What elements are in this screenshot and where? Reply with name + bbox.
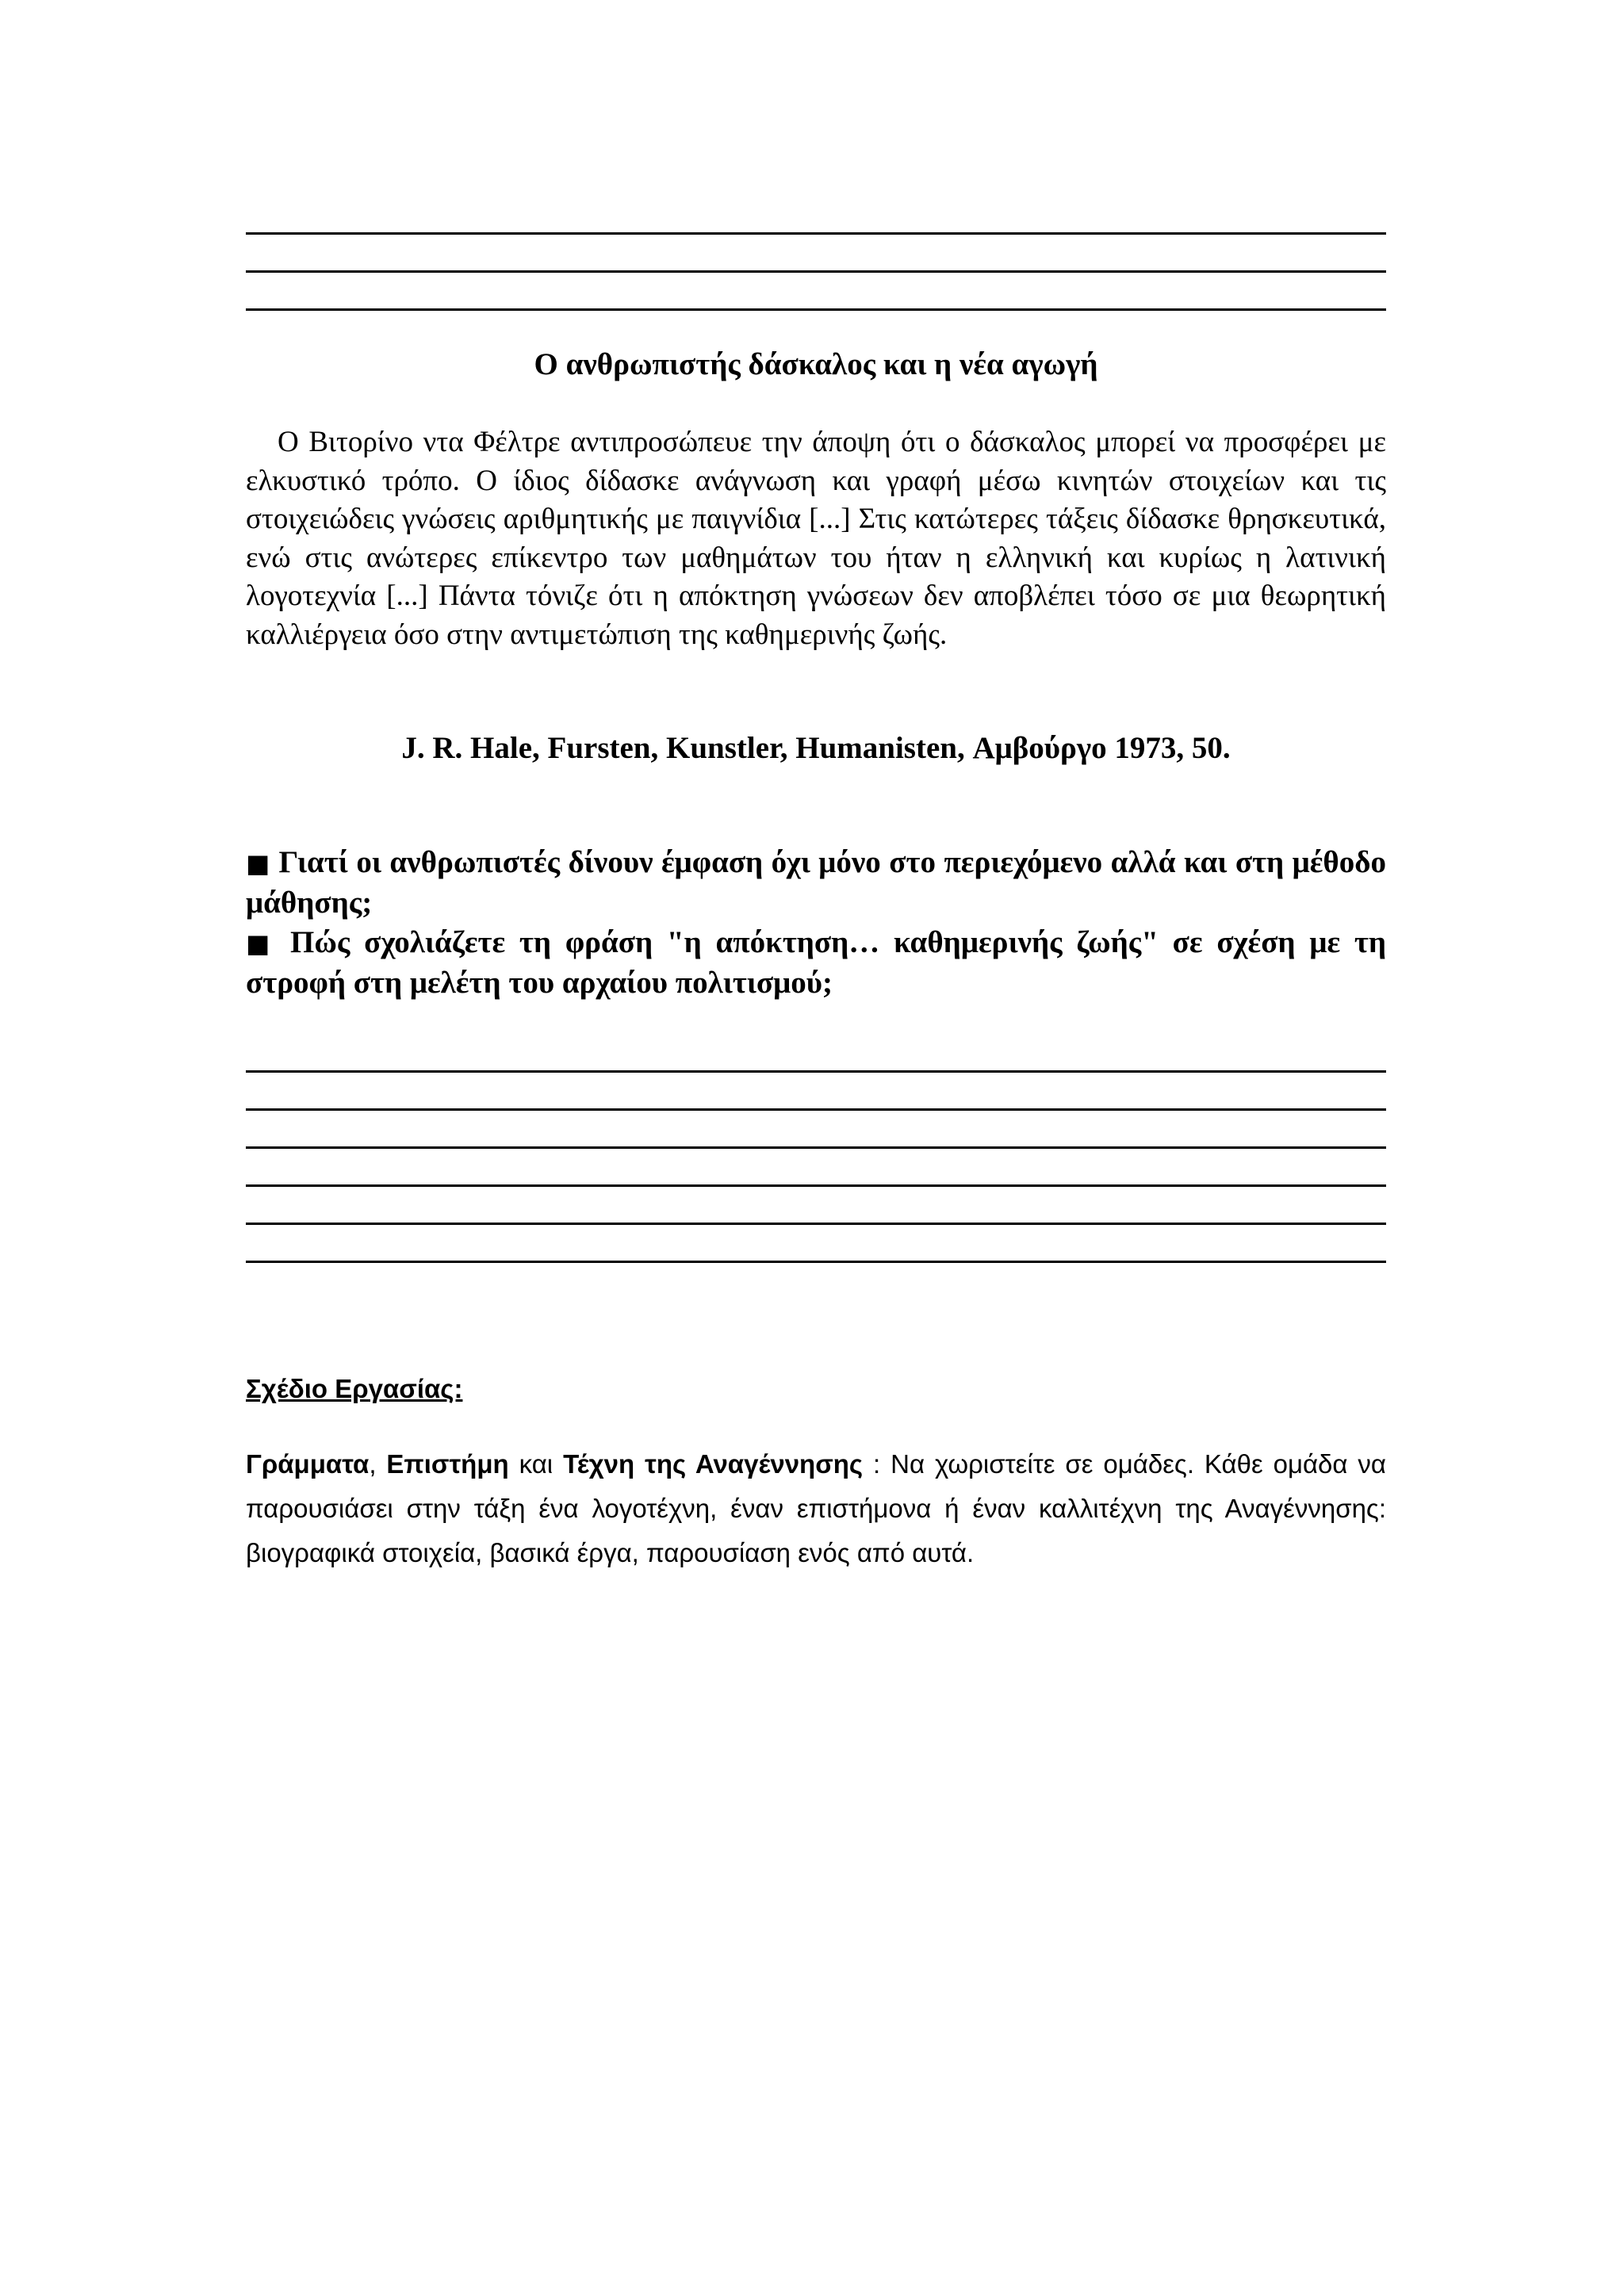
answer-line <box>246 232 1386 235</box>
bullet-icon: ■ <box>246 928 277 959</box>
source-quote: Ο Βιτορίνο ντα Φέλτρε αντιπροσώπευε την άποψη ότι ο δάσκαλος μπορεί να προσφέρει με ελκυστικό τρόπο. Ο ίδιος δίδασκε ανάγνωση και γραφή μέσω κινητών στοιχείων και τις στοιχειώδεις γνώσεις αριθμητικής με παιγνίδια [...] Στις κατώτερες τάξεις δίδασκε θρησκευτικά, ενώ στις ανώτερες επίκεντρο των μαθημάτων του ήταν η ελληνική και κυρίως η λατινική λογοτεχνία [...] Πάντα τόνιζε ότι η απόκτηση γνώσεων δεν αποβλέπει τόσο σε μια θεωρητική καλλιέργεια όσο στην αντιμετώπιση της καθημερινής ζωής. <box>246 426 1386 651</box>
answer-line <box>246 1261 1386 1263</box>
question-1 <box>246 843 1386 923</box>
section-title: Ο ανθρωπιστής δάσκαλος και η νέα αγωγή <box>534 347 1098 381</box>
source-citation: J. R. Hale, Fursten, Kunstler, Humanisten, Αμβούργο 1973, 50. <box>401 731 1231 765</box>
bullet-icon: ■ <box>246 848 270 878</box>
project-term-science: Επιστήμη <box>386 1449 509 1479</box>
project-heading: Σχέδιο Εργασίας: <box>246 1374 463 1403</box>
answer-line <box>246 1108 1386 1111</box>
question-2 <box>246 923 1386 1003</box>
question-1-text: Γιατί οι ανθρωπιστές δίνουν έμφαση όχι μόνο στο περιεχόμενο αλλά και στη μέθοδο μάθησης; <box>246 845 1387 920</box>
project-term-art: Τέχνη της Αναγέννησης <box>563 1449 864 1479</box>
project-description: Γράμματα, Επιστήμη και Τέχνη της Αναγέννησης : Να χωριστείτε σε ομάδες. Κάθε ομάδα να παρουσιάσει στην τάξη ένα λογοτέχνη, έναν επιστήμονα ή έναν καλλιτέχνη της Αναγέννησης: βιογραφικά στοιχεία, βασικά έργα, παρουσίαση ενός από αυτά. <box>246 1449 1387 1567</box>
answer-line <box>246 308 1386 311</box>
project-instructions: : Να χωριστείτε σε ομάδες. Κάθε ομάδα να παρουσιάσει στην τάξη ένα λογοτέχνη, έναν επιστήμονα ή έναν καλλιτέχνη της Αναγέννησης: βιογραφικά στοιχεία, βασικά έργα, παρουσίαση ενός από αυτά. <box>246 1449 1387 1567</box>
answer-line <box>246 1223 1386 1225</box>
questions-block <box>246 843 1386 1003</box>
answer-line <box>246 1184 1386 1187</box>
project-term-letters: Γράμματα <box>246 1449 370 1479</box>
answer-line <box>246 270 1386 273</box>
question-2-text: Πώς σχολιάζετε τη φράση "η απόκτηση… καθημερινής ζωής" σε σχέση με τη στροφή στη μελέτη του αρχαίου πολιτισμού; <box>246 925 1387 1000</box>
answer-line <box>246 1146 1386 1149</box>
answer-line <box>246 1070 1386 1073</box>
